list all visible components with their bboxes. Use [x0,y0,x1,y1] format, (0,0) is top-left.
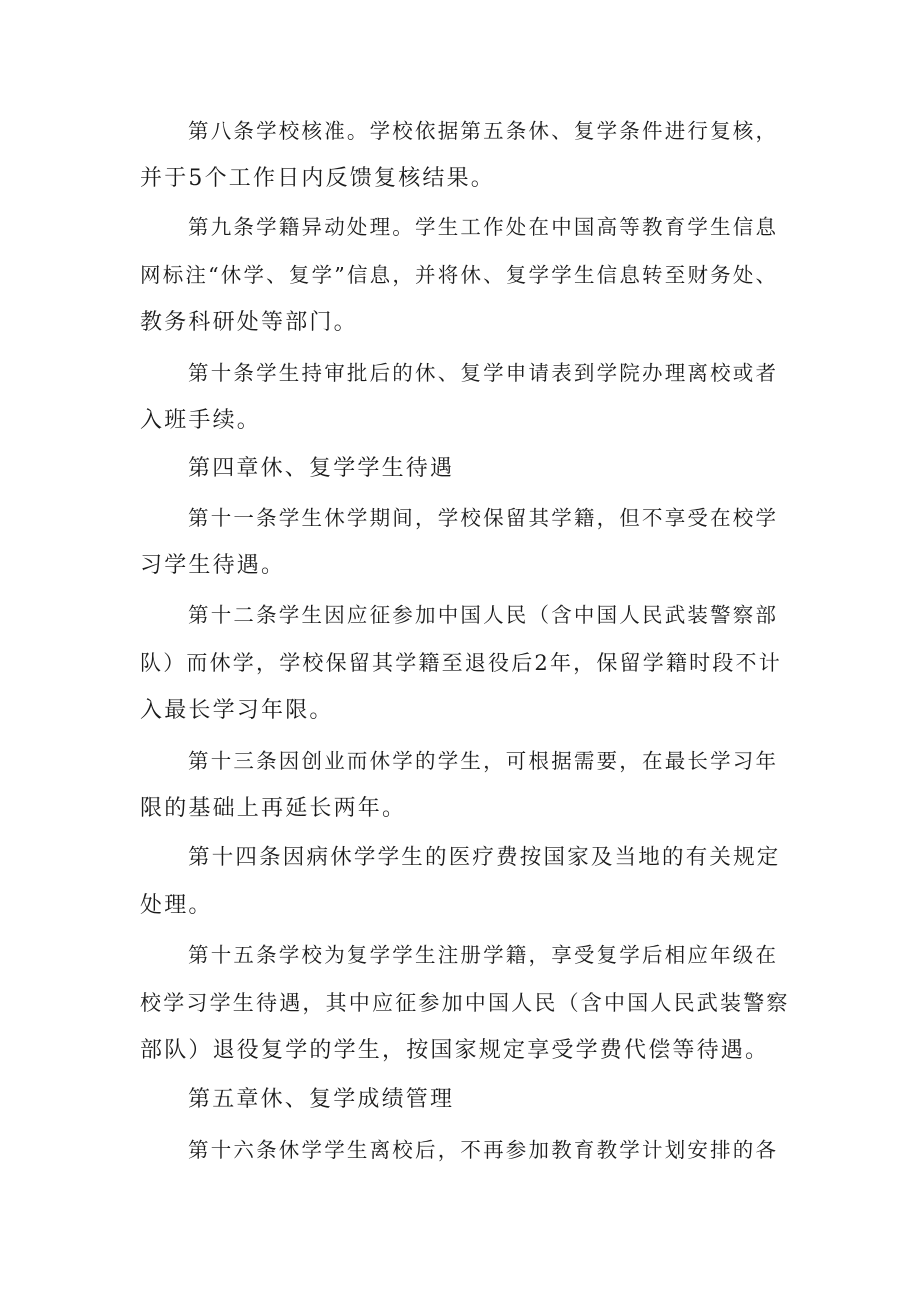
article-8-line-1: 第八条学校核准。学校依据第五条休、复学条件进行复核， [188,119,779,143]
article-12-line-3: 入最长学习年限。 [140,698,334,723]
article-9-line-1: 第九条学籍异动处理。学生工作处在中国高等教育学生信息 [188,215,779,239]
article-11-line-2: 习学生待遇。 [140,553,286,578]
chapter-5-heading: 第五章休、复学成绩管理 [188,1087,455,1112]
article-11-line-1: 第十一条学生休学期间，学校保留其学籍，但不享受在校学 [188,506,779,530]
article-15-line-3: 部队）退役复学的学生，按国家规定享受学费代偿等待遇。 [140,1038,770,1063]
article-12-line-2: 队）而休学，学校保留其学籍至退役后2年，保留学籍时段不计 [140,651,782,675]
article-8-line-2: 并于5个工作日内反馈复核结果。 [140,166,495,191]
article-16-line-1: 第十六条休学学生离校后，不再参加教育教学计划安排的各 [188,1138,779,1162]
chapter-4-heading: 第四章休、复学学生待遇 [188,456,455,481]
article-13-line-2: 限的基础上再延长两年。 [140,796,407,821]
article-9-line-3: 教务科研处等部门。 [140,310,358,335]
article-15-line-2: 校学习学生待遇，其中应征参加中国人民（含中国人民武装警察 [140,991,790,1015]
article-10-line-1: 第十条学生持审批后的休、复学申请表到学院办理离校或者 [188,361,779,385]
article-14-line-2: 处理。 [140,893,213,918]
article-12-line-1: 第十二条学生因应征参加中国人民（含中国人民武装警察部 [188,603,779,627]
article-9-line-2: 网标注“休学、复学”信息，并将休、复学学生信息转至财务处、 [140,263,779,287]
article-13-line-1: 第十三条因创业而休学的学生，可根据需要，在最长学习年 [188,749,779,773]
article-10-line-2: 入班手续。 [140,408,262,433]
article-14-line-1: 第十四条因病休学学生的医疗费按国家及当地的有关规定 [188,845,781,870]
article-15-line-1: 第十五条学校为复学学生注册学籍，享受复学后相应年级在 [188,943,779,967]
